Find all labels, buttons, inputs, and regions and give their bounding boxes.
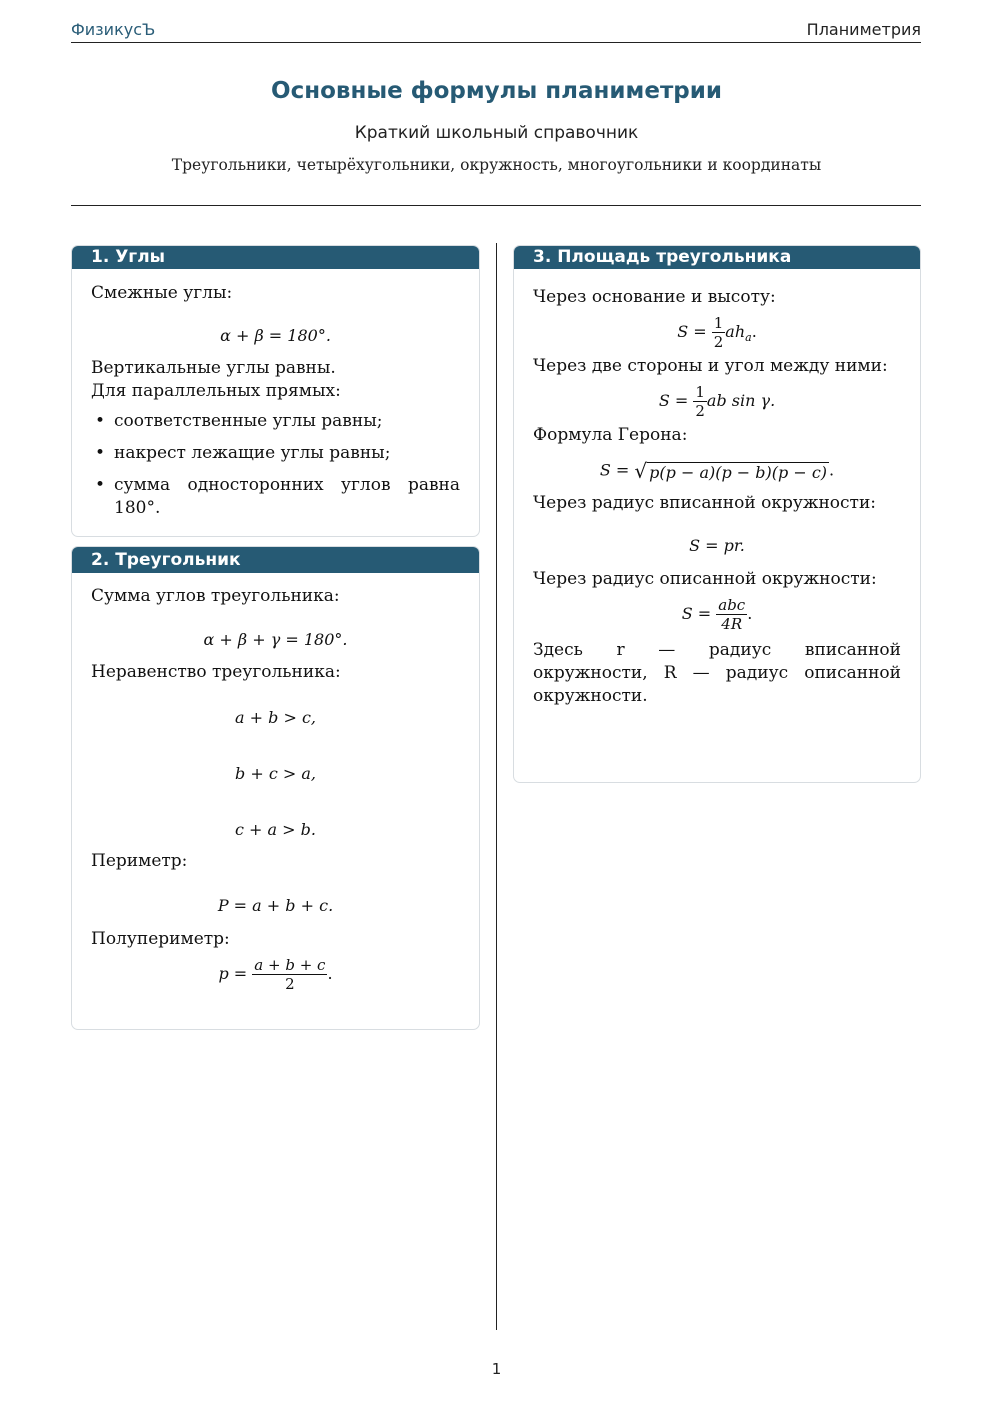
inequality-2: b + c > a, [235,764,316,783]
inscribed-label: Через радиус вписанной окружности: [533,493,877,513]
section-triangle [71,546,480,1030]
two-sides-label: Через две стороны и угол между ними: [533,356,888,376]
column-divider [496,243,497,1330]
formula-tail: . [747,604,753,623]
perimeter-label: Периметр: [91,851,188,871]
semiperimeter-label: Полупериметр: [91,929,230,949]
list-item: • сумма односторонних углов равна 180°. [91,474,460,520]
vertical-text: Вертикальные углы равны. [91,358,336,378]
circumscribed-formula [533,596,901,633]
adjacent-formula: α + β = 180°. [220,326,331,345]
half-fraction [693,383,707,420]
perimeter-formula: P = a + b + c. [217,896,334,915]
half-fraction [712,314,726,351]
semiperimeter-lhs: p = [218,964,248,983]
page-title: Основные формулы планиметрии [271,78,722,104]
section-triangle-heading: 2. Треугольник [72,547,479,573]
page-subtitle: Краткий школьный справочник [354,123,639,143]
title-rule [71,205,921,206]
formula-tail: . [829,460,835,480]
header-topic: Планиметрия [806,20,921,39]
base-height-label: Через основание и высоту: [533,287,776,307]
list-item: • соответственные углы равны; [91,410,460,433]
formula-rhs: ah [725,322,746,341]
fraction-denominator: 2 [713,333,724,351]
fraction-denominator: 2 [285,975,295,993]
sqrt-sign: √ [634,459,648,483]
semiperimeter-fraction [252,956,327,993]
list-item: • накрест лежащие углы равны; [91,442,460,465]
inequality-3: c + a > b. [235,820,316,839]
two-sides-formula [533,383,901,420]
adjacent-label: Смежные углы: [91,283,233,303]
header-rule [71,42,921,43]
section-area-heading: 3. Площадь треугольника [514,246,920,269]
fraction-numerator: abc [718,596,746,614]
section-angles [71,245,480,537]
formula-lhs: S = [658,391,689,410]
parallel-label: Для параллельных прямых: [91,381,341,401]
formula-rhs: ab sin γ. [706,391,776,410]
inscribed-formula: S = pr. [689,536,745,555]
fraction-numerator: a + b + c [254,956,326,974]
semiperimeter-formula [91,956,460,993]
inequality-1: a + b > c, [235,708,316,727]
formula-lhs: S = [681,604,712,623]
header-brand: ФизикусЪ [71,20,156,39]
radius-note: Здесь r — радиус вписанной окружности, R — радиус описанной окружности. [533,640,901,706]
section-angles-heading: 1. Углы [72,246,479,269]
square-root [634,459,829,483]
angle-sum-label: Сумма углов треугольника: [91,586,340,606]
circumscribed-label: Через радиус описанной окружности: [533,569,877,589]
base-height-formula [533,314,901,351]
formula-tail: . [751,322,757,341]
formula-subscript: a [745,331,752,345]
fraction-numerator: 1 [713,314,724,332]
formula-lhs: S = [677,322,707,341]
angle-sum-formula: α + β + γ = 180°. [203,630,348,649]
formula-tail: . [327,964,333,983]
fraction-denominator: 2 [695,402,705,420]
fraction-numerator: 1 [695,383,705,401]
page-number: 1 [491,1360,502,1378]
circum-fraction [716,596,747,633]
parallel-list [91,410,460,520]
inequality-label: Неравенство треугольника: [91,662,341,682]
formula-lhs: S = [599,460,630,480]
page-topics: Треугольники, четырёхугольники, окружность, многоугольники и координаты [171,156,822,174]
section-triangle-area [513,245,921,783]
fraction-denominator: 4R [721,615,743,633]
sqrt-argument: p(p − a)(p − b)(p − c) [649,463,828,482]
heron-label: Формула Герона: [533,425,688,445]
heron-formula [533,459,901,483]
